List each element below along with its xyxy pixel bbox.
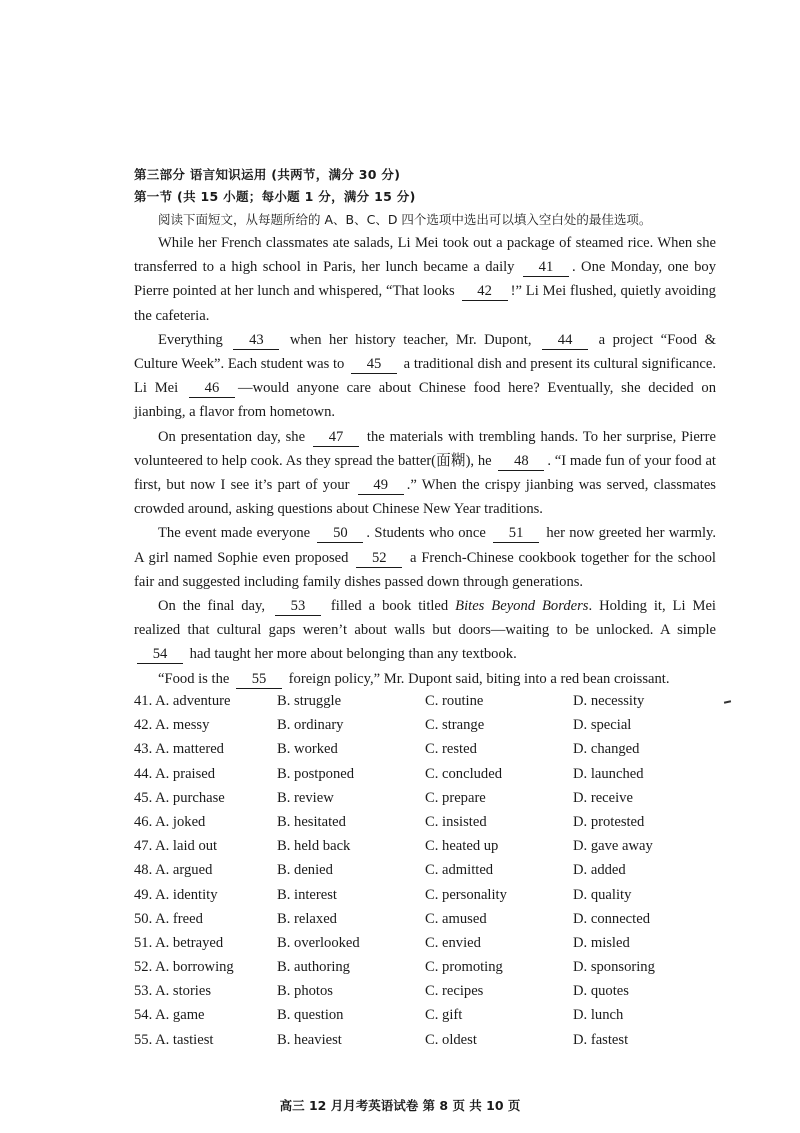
blank-55: 55 <box>236 671 282 689</box>
option-45-a: 45. A. purchase <box>134 789 225 806</box>
option-44-d: D. launched <box>573 765 644 782</box>
blank-46: 46 <box>189 380 235 398</box>
option-49-c: C. personality <box>425 886 507 903</box>
option-43-a: 43. A. mattered <box>134 741 224 758</box>
blank-52: 52 <box>356 550 402 568</box>
option-54-c: C. gift <box>425 1007 463 1024</box>
option-50-b: B. relaxed <box>277 910 337 927</box>
option-47-d: D. gave away <box>573 838 653 855</box>
section-header <box>134 164 724 231</box>
passage-text: .” When the crispy jianbing was served, classmates crowded around, asking questions about Chinese New Year traditions. <box>134 477 716 518</box>
option-52-d: D. sponsoring <box>573 959 655 976</box>
passage-text: . Students who once <box>366 525 486 542</box>
passage-text: Everything <box>158 331 223 348</box>
blank-53: 53 <box>275 598 321 616</box>
option-44-b: B. postponed <box>277 765 355 782</box>
option-49-a: 49. A. identity <box>134 886 218 903</box>
answer-options <box>134 689 734 1052</box>
blank-45: 45 <box>351 356 397 374</box>
blank-48: 48 <box>498 453 544 471</box>
option-53-c: C. recipes <box>425 983 484 1000</box>
blank-47: 47 <box>313 429 359 447</box>
option-row-47 <box>134 834 734 858</box>
passage-text: On presentation day, she <box>158 428 306 445</box>
option-41-d: D. necessity <box>573 693 645 709</box>
option-47-b: B. held back <box>277 838 351 855</box>
option-47-a: 47. A. laid out <box>134 838 218 855</box>
option-41-a: 41. A. adventure <box>134 693 231 709</box>
option-row-54 <box>134 1003 734 1027</box>
option-50-a: 50. A. freed <box>134 910 203 927</box>
option-49-b: B. interest <box>277 886 337 903</box>
option-55-d: D. fastest <box>573 1031 629 1048</box>
paragraph-6 <box>134 667 716 691</box>
passage-text: a French-Chinese cookbook together for the school fair and suggested including family dishes passed down through generations. <box>134 549 716 590</box>
passage-text: The event made everyone <box>158 525 311 542</box>
option-41-b: B. struggle <box>277 693 342 709</box>
option-row-55 <box>134 1028 734 1052</box>
option-42-c: C. strange <box>425 717 485 734</box>
option-51-c: C. envied <box>425 934 481 951</box>
passage-text: filled a book titled <box>330 598 449 615</box>
passage-text: . “I made fun of your food at first, but now I see it’s part of your <box>134 452 716 494</box>
paragraph-4 <box>134 521 716 594</box>
blank-41: 41 <box>523 259 569 277</box>
blank-44: 44 <box>542 332 588 350</box>
option-55-c: C. oldest <box>425 1031 477 1048</box>
option-row-52 <box>134 955 734 979</box>
passage-text: On the final day, <box>158 598 266 615</box>
blank-54: 54 <box>137 646 183 664</box>
option-53-a: 53. A. stories <box>134 983 212 1000</box>
option-46-a: 46. A. joked <box>134 813 206 830</box>
book-title: Bites Beyond Borders <box>455 598 589 615</box>
option-54-a: 54. A. game <box>134 1007 205 1024</box>
option-43-c: C. rested <box>425 741 477 758</box>
option-45-c: C. prepare <box>425 789 486 806</box>
option-row-50 <box>134 907 734 931</box>
option-42-a: 42. A. messy <box>134 717 210 734</box>
option-42-d: D. special <box>573 717 632 734</box>
passage-text: the materials with trembling hands. To her surprise, Pierre volunteered to help cook. As they spread the batter(面糊), he <box>134 428 716 469</box>
option-49-d: D. quality <box>573 886 632 903</box>
option-row-48 <box>134 858 734 882</box>
option-row-41 <box>134 689 734 713</box>
option-row-43 <box>134 737 734 761</box>
option-44-a: 44. A. praised <box>134 765 216 782</box>
option-row-53 <box>134 979 734 1003</box>
option-row-49 <box>134 883 734 907</box>
option-54-d: D. lunch <box>573 1007 624 1024</box>
passage-text: foreign policy,” Mr. Dupont said, biting into a red bean croissant. <box>288 670 670 687</box>
paragraph-2 <box>134 328 716 425</box>
passage-text: !” Li Mei flushed, quietly avoiding the cafeteria. <box>134 283 716 324</box>
option-43-d: D. changed <box>573 741 640 758</box>
option-51-d: D. misled <box>573 934 630 951</box>
passage-text: when her history teacher, Mr. Dupont, <box>289 331 532 348</box>
option-46-c: C. insisted <box>425 813 487 830</box>
passage-text: While her French classmates ate salads, Li Mei took out a package of steamed rice. When she transferred to a high school in Paris, her lunch became a daily <box>134 235 716 276</box>
section-title: 第一节 (共 15 小题；每小题 1 分，满分 15 分) <box>134 189 416 204</box>
passage-text: a traditional dish and present its cultural significance. Li Mei <box>134 356 716 397</box>
option-row-46 <box>134 810 734 834</box>
option-row-45 <box>134 786 734 810</box>
passage-text: . One Monday, one boy Pierre pointed at her lunch and whispered, “That looks <box>134 259 716 300</box>
option-54-b: B. question <box>277 1007 344 1024</box>
option-48-b: B. denied <box>277 862 333 879</box>
blank-50: 50 <box>317 525 363 543</box>
cloze-passage <box>134 231 716 691</box>
passage-text: had taught her more about belonging than any textbook. <box>189 646 517 663</box>
passage-text: . Holding it, Li Mei realized that cultural gaps weren’t about walls but doors—waiting to be unlocked. A simple <box>134 598 716 639</box>
passage-text: a project “Food & Culture Week”. Each student was to <box>134 331 716 373</box>
option-53-b: B. photos <box>277 983 333 1000</box>
paragraph-3 <box>134 425 716 522</box>
option-52-a: 52. A. borrowing <box>134 959 234 976</box>
option-55-b: B. heaviest <box>277 1031 342 1048</box>
option-55-a: 55. A. tastiest <box>134 1031 214 1048</box>
option-53-d: D. quotes <box>573 983 629 1000</box>
option-51-a: 51. A. betrayed <box>134 934 224 951</box>
option-44-c: C. concluded <box>425 765 503 782</box>
option-50-d: D. connected <box>573 910 650 927</box>
paragraph-5 <box>134 594 716 667</box>
option-46-b: B. hesitated <box>277 813 346 830</box>
page-footer: 高三 12 月月考英语试卷 第 8 页 共 10 页 <box>279 1098 521 1113</box>
passage-text: “Food is the <box>158 670 230 687</box>
option-46-d: D. protested <box>573 813 645 830</box>
passage-text: —would anyone care about Chinese food here? Eventually, she decided on jianbing, a flavor from hometown. <box>134 380 716 421</box>
option-45-b: B. review <box>277 789 334 806</box>
option-52-b: B. authoring <box>277 959 350 976</box>
option-45-d: D. receive <box>573 789 633 806</box>
blank-49: 49 <box>358 477 404 495</box>
option-43-b: B. worked <box>277 741 338 758</box>
option-48-d: D. added <box>573 862 626 879</box>
option-47-c: C. heated up <box>425 838 499 855</box>
option-row-44 <box>134 762 734 786</box>
option-41-c: C. routine <box>425 693 484 709</box>
option-row-42 <box>134 713 734 737</box>
option-42-b: B. ordinary <box>277 717 344 734</box>
part-title: 第三部分 语言知识运用 (共两节，满分 30 分) <box>134 167 401 182</box>
option-52-c: C. promoting <box>425 959 503 976</box>
paragraph-1 <box>134 231 716 328</box>
passage-text: her now greeted her warmly. A girl named Sophie even proposed <box>134 525 716 566</box>
blank-43: 43 <box>233 332 279 350</box>
blank-51: 51 <box>493 525 539 543</box>
option-48-c: C. admitted <box>425 862 494 879</box>
blank-42: 42 <box>462 283 508 301</box>
option-row-51 <box>134 931 734 955</box>
option-50-c: C. amused <box>425 910 487 927</box>
option-48-a: 48. A. argued <box>134 862 213 879</box>
instruction-text: 阅读下面短文，从每题所给的 A、B、C、D 四个选项中选出可以填入空白处的最佳选项。 <box>158 212 652 227</box>
option-51-b: B. overlooked <box>277 934 360 951</box>
